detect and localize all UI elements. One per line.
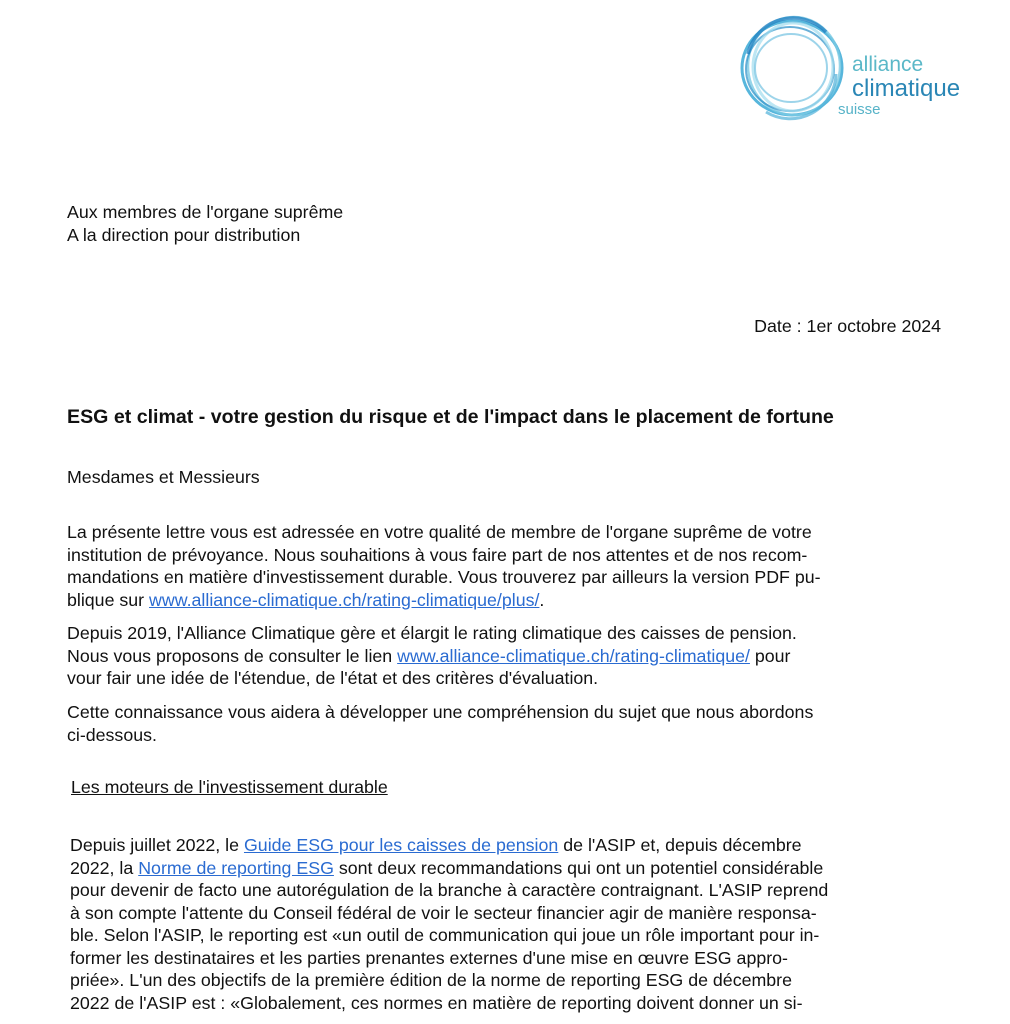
logo-line-climatique: climatique [852,75,961,102]
paragraph-rating [67,622,947,690]
text-segment: sont deux recommandations qui ont un potentiel considérable [333,857,824,878]
text-line: institution de prévoyance. Nous souhaitions à vous faire part de nos attentes et de nos recom- [67,544,808,565]
text-segment: Nous vous proposons de consulter le lien [67,645,398,666]
letter-subject: ESG et climat - votre gestion du risque et de l'impact dans le placement de fortune [67,406,834,428]
link-guide-esg[interactable]: Guide ESG pour les caisses de pension [243,835,559,855]
text-line: former les destinataires et les parties prenantes externes d'une mise en œuvre ESG appro- [70,947,788,968]
recipient-line: Aux membres de l'organe suprême [67,202,344,222]
text-segment: Depuis juillet 2022, le [70,835,244,855]
text-segment: pour [749,645,791,666]
text-line: mandations en matière d'investissement durable. Vous trouverez par ailleurs la version PDF pu- [67,567,821,587]
text-line: priée». L'un des objectifs de la première édition de la norme de reporting ESG de décembre [70,970,792,990]
text-line: 2022 de l'ASIP est : «Globalement, ces normes en matière de reporting doivent donner un si- [70,992,803,1013]
text-segment: . [539,589,545,610]
text-line: Cette connaissance vous aidera à développer une compréhension du sujet que nous abordons [67,702,814,722]
section-heading: Les moteurs de l'investissement durable [71,777,388,797]
text-segment: de l'ASIP et, depuis décembre [558,835,802,855]
text-line: vour fair une idée de l'étendue, de l'état et des critères d'évaluation. [67,668,599,688]
text-line [70,834,980,857]
text-line: pour devenir de facto une autorégulation de la branche à caractère contraignant. L'ASIP reprend [70,880,829,900]
text-line [67,589,947,612]
text-line: ci-dessous. [67,724,157,745]
text-line [70,857,980,880]
text-line: ble. Selon l'ASIP, le reporting est «un outil de communication qui joue un rôle important pour in- [70,925,820,945]
text-line: La présente lettre vous est adressée en votre qualité de membre de l'organe suprême de votre [67,522,812,542]
logo-line-alliance: alliance [852,53,924,76]
salutation: Mesdames et Messieurs [67,467,260,487]
paragraph-drivers [70,834,980,1014]
paragraph-knowledge [67,701,947,746]
alliance-climatique-logo [736,14,986,124]
text-line [67,645,947,668]
text-segment: blique sur [67,589,150,610]
logo-line-suisse: suisse [838,101,881,118]
text-line: Depuis 2019, l'Alliance Climatique gère et élargit le rating climatique des caisses de pension. [67,623,797,643]
link-norme-reporting[interactable]: Norme de reporting ESG [138,857,334,878]
circular-rings-icon [736,14,848,122]
link-rating-climatique[interactable]: www.alliance-climatique.ch/rating-climatique/ [397,645,750,666]
recipients-block [67,201,343,246]
letter-date: Date : 1er octobre 2024 [754,316,941,336]
link-rating-plus[interactable]: www.alliance-climatique.ch/rating-climatique/plus/ [149,589,540,610]
text-line: à son compte l'attente du Conseil fédéral de voir le secteur financier agir de manière responsa- [70,902,817,923]
text-segment: 2022, la [70,857,139,878]
recipient-line: A la direction pour distribution [67,224,301,245]
paragraph-intro [67,521,947,611]
